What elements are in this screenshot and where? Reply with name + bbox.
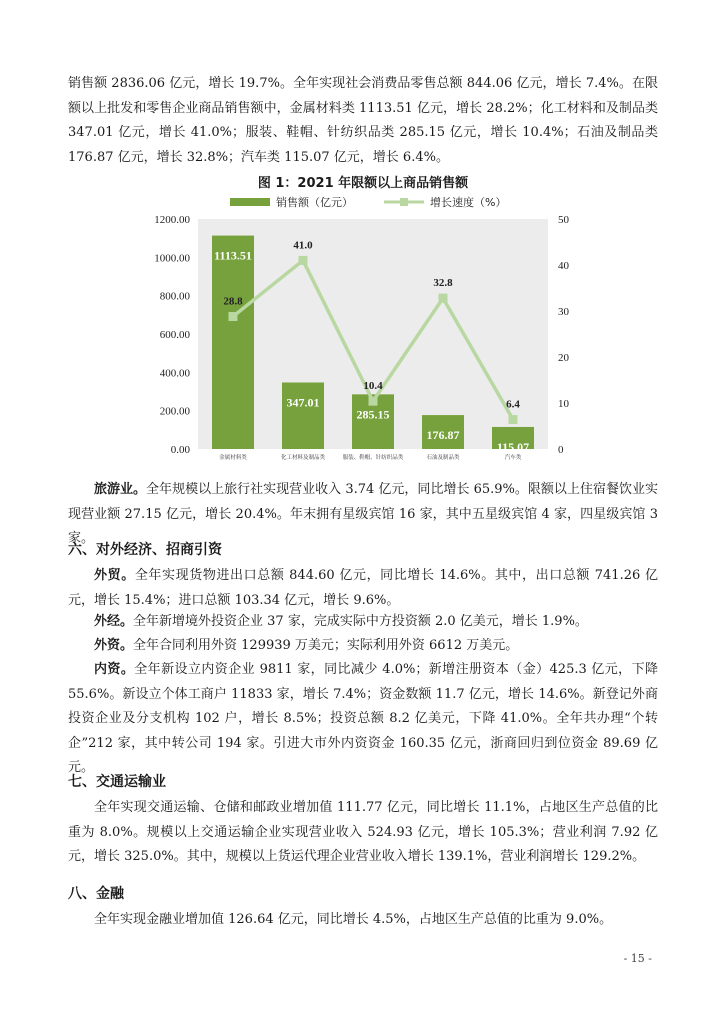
finance-paragraph: 全年实现金融业增加值 126.64 亿元，同比增长 4.5%，占地区生产总值的比重为 9.0%。 — [94, 912, 613, 927]
fdi-paragraph — [68, 634, 658, 659]
category-label: 石油及制品类 — [426, 455, 460, 460]
legend-line-marker — [400, 198, 408, 206]
bar-value-label: 176.87 — [426, 428, 460, 443]
left-tick-label: 0.00 — [170, 444, 190, 456]
outbound-text: 全年新增境外投资企业 37 家，完成实际中方投资额 2.0 亿美元，增长 1.9%。 — [133, 614, 588, 629]
right-tick-label: 50 — [558, 214, 569, 226]
sales-chart — [68, 190, 658, 460]
line-value-label: 28.8 — [223, 295, 243, 308]
bar-value-label: 347.01 — [286, 395, 320, 410]
legend-line-label: 增长速度（%） — [430, 196, 507, 209]
line-value-label: 41.0 — [293, 239, 313, 252]
right-tick-label: 10 — [558, 398, 569, 410]
figure-title: 图 1：2021 年限额以上商品销售额 — [257, 176, 469, 191]
tourism-text: 全年规模以上旅行社实现营业收入 3.74 亿元，同比增长 65.9%。限额以上住宿餐饮业实现营业额 27.15 亿元，增长 20.4%。年末拥有星级宾馆 16 家，其中五星级宾馆 4 家，四星级宾馆 3 家。 — [68, 482, 658, 546]
bar — [212, 236, 254, 449]
left-tick-label: 200.00 — [159, 405, 190, 418]
section-7-heading: 七、交通运输业 — [68, 774, 166, 790]
left-tick-label: 400.00 — [159, 367, 190, 380]
line-value-label: 10.4 — [363, 380, 383, 393]
chart-legend — [230, 195, 506, 209]
left-tick-label: 600.00 — [159, 329, 190, 341]
line-point — [229, 312, 238, 321]
domestic-lead: 内资。 — [94, 662, 135, 677]
right-tick-label: 30 — [558, 306, 569, 318]
outbound-paragraph — [68, 610, 658, 635]
left-tick-label: 1200.00 — [154, 214, 190, 226]
page-number: - 15 - — [623, 952, 652, 965]
right-tick-label: 20 — [558, 352, 569, 364]
transport-paragraph: 全年实现交通运输、仓储和邮政业增加值 111.77 亿元，同比增长 11.1%，占地区生产总值的比重为 8.0%。规模以上交通运输企业实现营业收入 524.93 亿元，增长 105.3%；营业利润 7.92 亿元，增长 325.0%。其中，规模以上货运代理企业营业收入增长 139.1%，营业利润增长 129.2%。 — [68, 800, 658, 864]
legend-bar-label: 销售额（亿元） — [276, 196, 353, 209]
right-tick-label: 0 — [558, 444, 564, 456]
section-6-heading: 六、对外经济、招商引资 — [68, 542, 222, 558]
line-point — [369, 397, 378, 406]
trade-text: 全年实现货物进出口总额 844.60 亿元，同比增长 14.6%。其中，出口总额 741.26 亿元，增长 15.4%；进口总额 103.34 亿元，增长 9.6%。 — [68, 568, 658, 608]
bar-value-label: 1113.51 — [214, 248, 252, 263]
category-label: 金属材料类 — [219, 455, 247, 460]
left-tick-label: 800.00 — [159, 290, 190, 303]
right-axis — [558, 214, 570, 456]
fdi-lead: 外资。 — [94, 638, 134, 653]
line-point — [509, 415, 518, 424]
left-axis — [154, 214, 190, 456]
category-axis — [219, 453, 522, 460]
tourism-lead: 旅游业。 — [94, 482, 147, 497]
bar-value-label: 285.15 — [356, 407, 390, 422]
trade-lead: 外贸。 — [94, 568, 135, 583]
left-tick-label: 1000.00 — [154, 252, 190, 265]
section-8-heading: 八、金融 — [68, 886, 124, 902]
right-tick-label: 40 — [558, 260, 569, 272]
line-point — [439, 294, 448, 303]
category-label: 汽车类 — [504, 455, 522, 460]
trade-paragraph — [68, 564, 658, 613]
category-label: 服装、鞋帽、针纺织品类 — [342, 455, 404, 460]
bar-value-label: 115.07 — [496, 439, 530, 454]
line-value-label: 6.4 — [506, 398, 520, 411]
category-label: 化工材料及制品类 — [280, 455, 326, 460]
intro-paragraph: 销售额 2836.06 亿元，增长 19.7%。全年实现社会消费品零售总额 844.06 亿元，增长 7.4%。在限额以上批发和零售企业商品销售额中，金属材料类 1113.51 亿元，增长 28.2%；化工材料和及制品类 347.01 亿元，增长 41.0%；服装、鞋帽、针纺织品类 285.15 亿元，增长 10.4%；石油及制品类 176.87 亿元，增长 32.8%；汽车类 115.07 亿元，增长 6.4%。 — [68, 76, 658, 165]
line-value-label: 32.8 — [433, 277, 453, 290]
outbound-lead: 外经。 — [94, 614, 134, 629]
domestic-text: 全年新设立内资企业 9811 家，同比减少 4.0%；新增注册资本（金）425.3 亿元，下降 55.6%。新设立个体工商户 11833 家，增长 7.4%；资金数额 11.7 亿元，增长 14.6%。新登记外商投资企业及分支机构 102 户，增长 8.5%；投资总额 8.2 亿美元，下降 41.0%。全年共办理“个转企”212 家，其中转公司 194 家。引进大市外内资资金 160.35 亿元，浙商回归到位资金 89.69 亿元。 — [68, 662, 658, 775]
line-point — [299, 256, 308, 265]
domestic-paragraph — [68, 658, 658, 781]
legend-bar-swatch — [230, 198, 270, 206]
fdi-text: 全年合同利用外资 129939 万美元；实际利用外资 6612 万美元。 — [133, 638, 519, 653]
bar — [282, 382, 324, 449]
